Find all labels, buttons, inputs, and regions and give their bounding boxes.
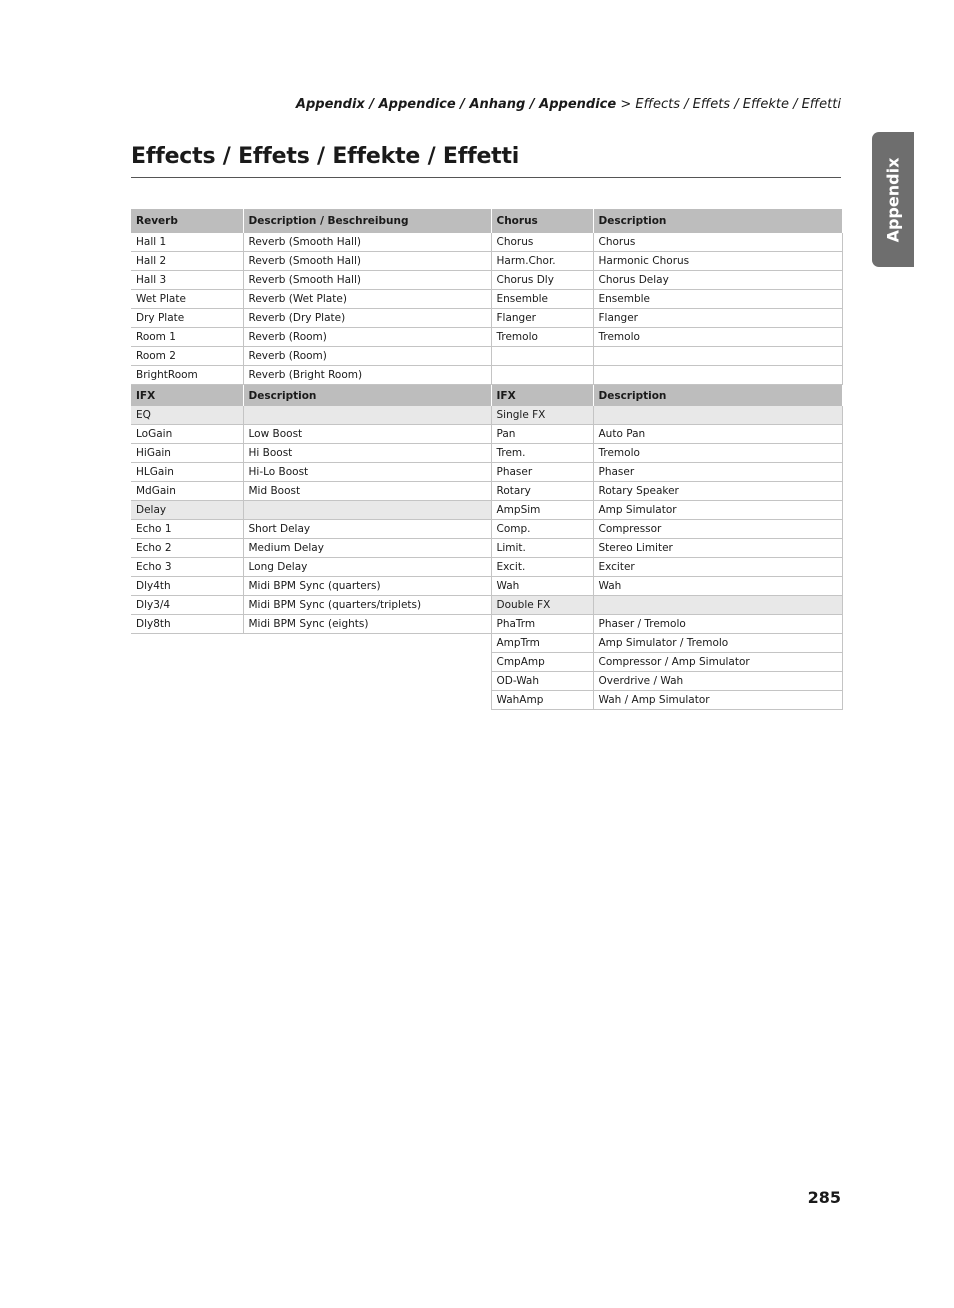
table-cell: MdGain (131, 482, 243, 501)
table-cell: WahAmp (491, 691, 593, 710)
table-cell (131, 653, 243, 672)
table-cell: Wah (491, 577, 593, 596)
table-row (131, 425, 842, 444)
table-cell (243, 501, 491, 520)
table-cell: Tremolo (593, 328, 842, 347)
table-cell (243, 691, 491, 710)
title-rule (131, 177, 841, 178)
table-row (131, 328, 842, 347)
column-header: IFX (491, 385, 593, 407)
table-cell: Wah / Amp Simulator (593, 691, 842, 710)
table-cell: Room 2 (131, 347, 243, 366)
table-cell: Echo 2 (131, 539, 243, 558)
table-cell: Chorus (491, 233, 593, 252)
table-cell: Rotary (491, 482, 593, 501)
table-cell: OD-Wah (491, 672, 593, 691)
table-cell: Excit. (491, 558, 593, 577)
table-cell: Echo 3 (131, 558, 243, 577)
table-cell: Ensemble (491, 290, 593, 309)
column-header: Reverb (131, 209, 243, 233)
table-cell: Comp. (491, 520, 593, 539)
table-cell: Short Delay (243, 520, 491, 539)
table-cell: Hall 1 (131, 233, 243, 252)
table-cell: PhaTrm (491, 615, 593, 634)
table-cell: Room 1 (131, 328, 243, 347)
page-number: 285 (807, 1188, 841, 1207)
table-row (131, 691, 842, 710)
table-cell: Delay (131, 501, 243, 520)
table-cell (593, 406, 842, 425)
table-cell: Reverb (Dry Plate) (243, 309, 491, 328)
table-cell (593, 366, 842, 385)
table-cell (491, 366, 593, 385)
table-cell: Amp Simulator / Tremolo (593, 634, 842, 653)
breadcrumb-current: Effects / Effets / Effekte / Effetti (635, 97, 841, 112)
table-cell: Hi Boost (243, 444, 491, 463)
effects-table (131, 209, 843, 710)
table-cell: HLGain (131, 463, 243, 482)
table-row (131, 596, 842, 615)
table-row (131, 406, 842, 425)
table-row (131, 233, 842, 252)
table-cell: Echo 1 (131, 520, 243, 539)
table-cell: Midi BPM Sync (eights) (243, 615, 491, 634)
table-cell: Low Boost (243, 425, 491, 444)
column-header: Description (593, 209, 842, 233)
table-cell: Trem. (491, 444, 593, 463)
table-cell (243, 406, 491, 425)
table-cell (593, 347, 842, 366)
table-cell: Stereo Limiter (593, 539, 842, 558)
breadcrumb-section: Appendix / Appendice / Anhang / Appendice (295, 97, 617, 112)
table-row (131, 501, 842, 520)
table-cell: AmpTrm (491, 634, 593, 653)
table-row (131, 366, 842, 385)
appendix-side-tab (872, 132, 914, 267)
table-row (131, 347, 842, 366)
table-cell: Dly8th (131, 615, 243, 634)
table-row (131, 520, 842, 539)
table-cell: Harm.Chor. (491, 252, 593, 271)
table-cell: Flanger (593, 309, 842, 328)
table-cell: Phaser (593, 463, 842, 482)
table-cell (593, 596, 842, 615)
table-row (131, 634, 842, 653)
table-cell: Reverb (Smooth Hall) (243, 271, 491, 290)
table-cell: Reverb (Smooth Hall) (243, 233, 491, 252)
table-cell: Midi BPM Sync (quarters/triplets) (243, 596, 491, 615)
column-header: IFX (131, 385, 243, 407)
table-cell: Auto Pan (593, 425, 842, 444)
table-cell: Midi BPM Sync (quarters) (243, 577, 491, 596)
table-cell: Phaser / Tremolo (593, 615, 842, 634)
table-cell: Rotary Speaker (593, 482, 842, 501)
table-cell: Double FX (491, 596, 593, 615)
table-cell: Amp Simulator (593, 501, 842, 520)
table-row (131, 444, 842, 463)
table-cell: Exciter (593, 558, 842, 577)
table-row (131, 577, 842, 596)
table-cell: Dly4th (131, 577, 243, 596)
table-row (131, 672, 842, 691)
table-cell (131, 691, 243, 710)
table-row (131, 252, 842, 271)
table-cell (491, 347, 593, 366)
table-cell: Tremolo (593, 444, 842, 463)
table-cell: Hall 2 (131, 252, 243, 271)
table-row (131, 653, 842, 672)
side-tab-label: Appendix (883, 157, 903, 242)
table-row (131, 290, 842, 309)
table-cell (131, 634, 243, 653)
table-cell: Overdrive / Wah (593, 672, 842, 691)
table-cell: Reverb (Room) (243, 328, 491, 347)
table-row (131, 539, 842, 558)
page-title: Effects / Effets / Effekte / Effetti (131, 144, 520, 169)
table-cell: Flanger (491, 309, 593, 328)
table-cell: Compressor (593, 520, 842, 539)
effects-table-body (131, 209, 842, 710)
table-cell: Harmonic Chorus (593, 252, 842, 271)
table-cell: Chorus Dly (491, 271, 593, 290)
table-row (131, 482, 842, 501)
table-cell: Hi-Lo Boost (243, 463, 491, 482)
table-cell: CmpAmp (491, 653, 593, 672)
table-row (131, 558, 842, 577)
table-cell: Single FX (491, 406, 593, 425)
table-cell: Tremolo (491, 328, 593, 347)
table-cell: Chorus Delay (593, 271, 842, 290)
table-cell (131, 672, 243, 691)
column-header: Description (243, 385, 491, 407)
table-row (131, 463, 842, 482)
table-cell: Mid Boost (243, 482, 491, 501)
table-header-row (131, 385, 842, 407)
table-row (131, 271, 842, 290)
table-cell (243, 653, 491, 672)
table-cell: Compressor / Amp Simulator (593, 653, 842, 672)
table-cell: Wah (593, 577, 842, 596)
table-cell (243, 672, 491, 691)
table-cell: Medium Delay (243, 539, 491, 558)
breadcrumb (296, 97, 841, 112)
table-row (131, 615, 842, 634)
table-header-row (131, 209, 842, 233)
table-cell: Wet Plate (131, 290, 243, 309)
table-cell: LoGain (131, 425, 243, 444)
table-cell: EQ (131, 406, 243, 425)
table-row (131, 309, 842, 328)
table-cell: Reverb (Room) (243, 347, 491, 366)
table-cell: Long Delay (243, 558, 491, 577)
table-cell: Hall 3 (131, 271, 243, 290)
table-cell: HiGain (131, 444, 243, 463)
table-cell: Ensemble (593, 290, 842, 309)
table-cell: Limit. (491, 539, 593, 558)
breadcrumb-separator: > (616, 97, 636, 112)
table-cell: BrightRoom (131, 366, 243, 385)
table-cell: Reverb (Smooth Hall) (243, 252, 491, 271)
table-cell: AmpSim (491, 501, 593, 520)
column-header: Chorus (491, 209, 593, 233)
table-cell (243, 634, 491, 653)
column-header: Description / Beschreibung (243, 209, 491, 233)
table-cell: Phaser (491, 463, 593, 482)
table-cell: Reverb (Bright Room) (243, 366, 491, 385)
table-cell: Dry Plate (131, 309, 243, 328)
column-header: Description (593, 385, 842, 407)
table-cell: Dly3/4 (131, 596, 243, 615)
table-cell: Reverb (Wet Plate) (243, 290, 491, 309)
table-cell: Pan (491, 425, 593, 444)
table-cell: Chorus (593, 233, 842, 252)
